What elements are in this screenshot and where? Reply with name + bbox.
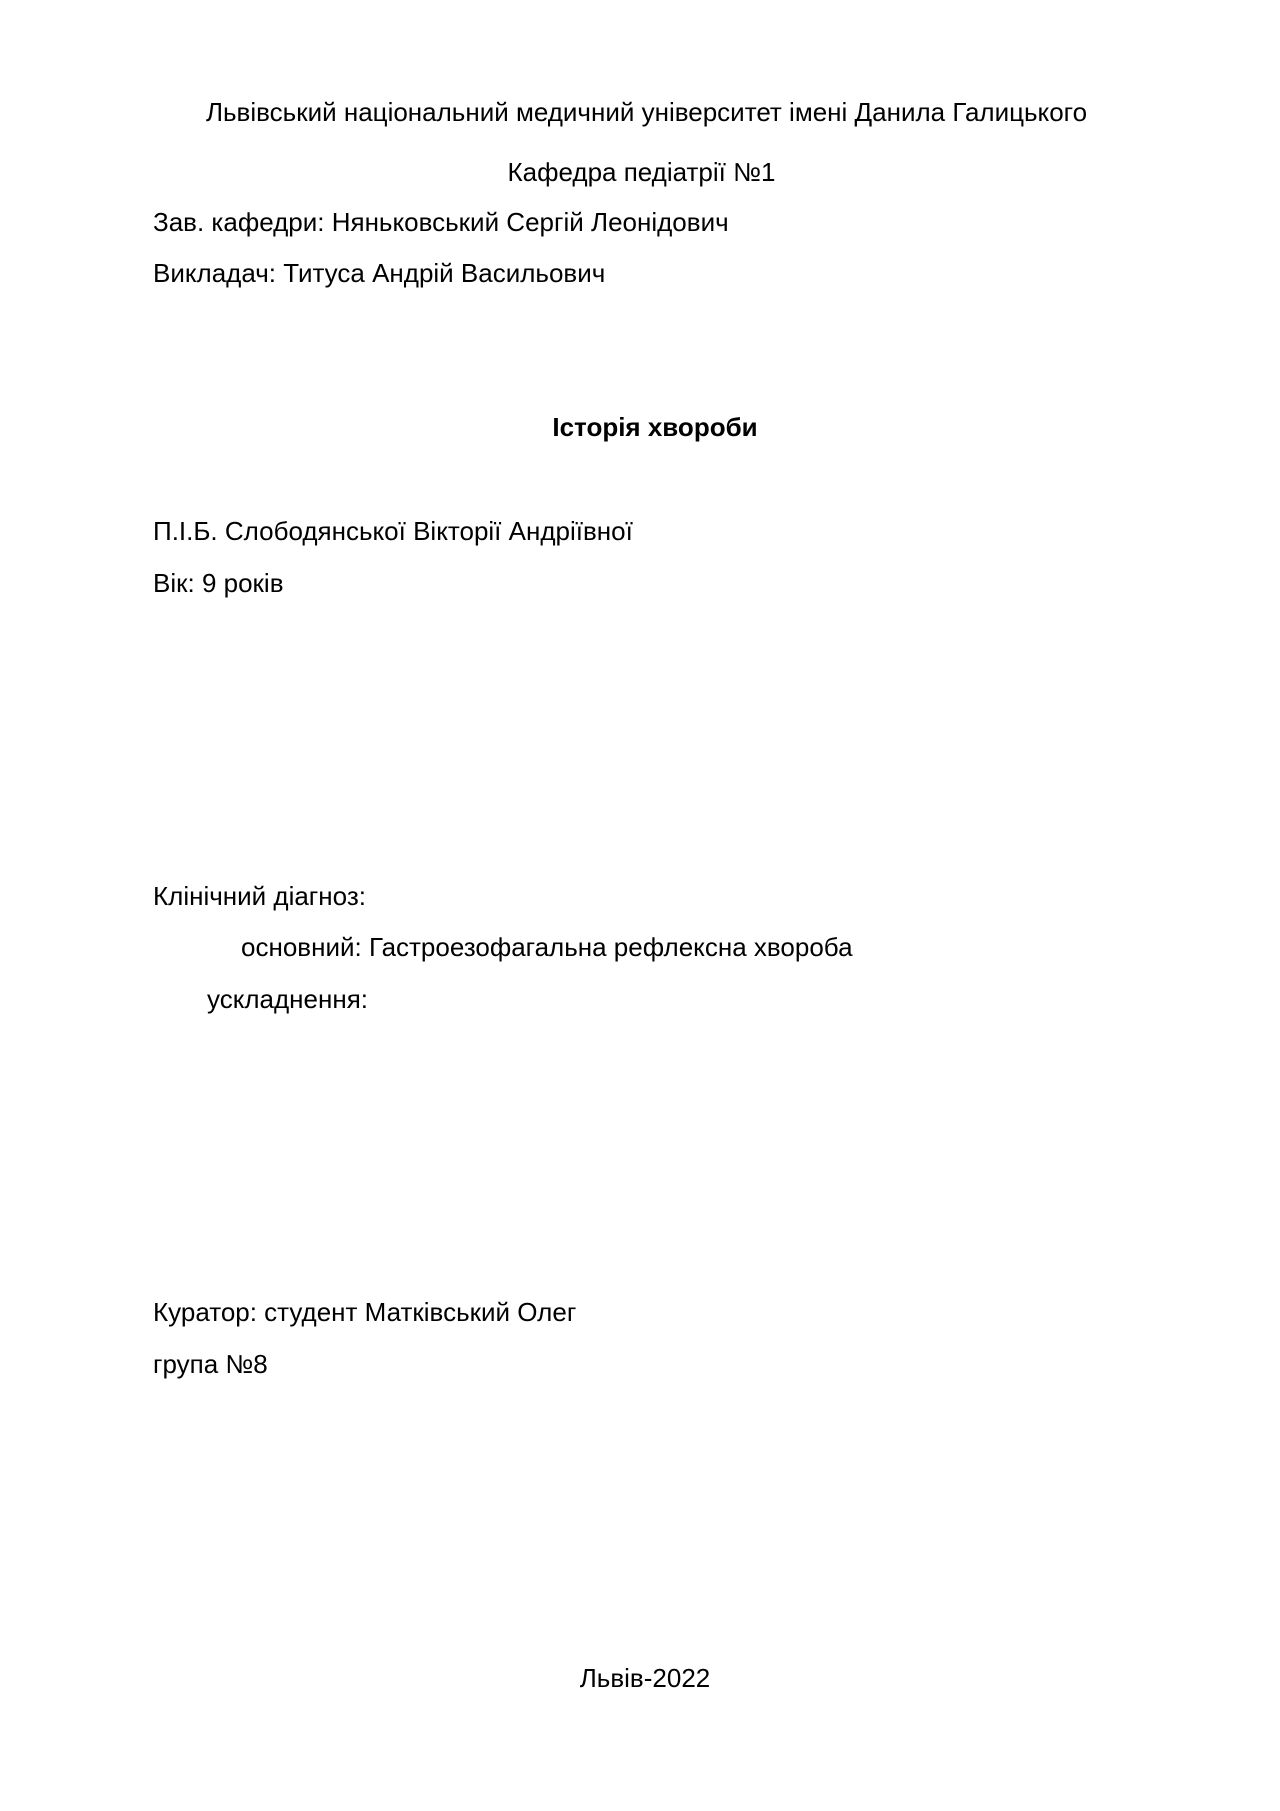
curator-name: Куратор: студент Матківський Олег xyxy=(153,1297,577,1327)
university-name: Львівський національний медичний університет імені Данила Галицького xyxy=(205,97,1088,127)
document-title: Історія хвороби xyxy=(552,412,758,442)
city-year: Львів-2022 xyxy=(579,1663,711,1693)
teacher: Викладач: Титуса Андрій Васильович xyxy=(153,258,606,288)
patient-age: Вік: 9 років xyxy=(153,568,284,598)
diagnosis-complications: ускладнення: xyxy=(207,984,369,1014)
diagnosis-main: основний: Гастроезофагальна рефлексна хвороба xyxy=(241,932,853,962)
curator-group: група №8 xyxy=(153,1349,268,1379)
diagnosis-label: Клінічний діагноз: xyxy=(153,881,366,911)
patient-name: П.І.Б. Слободянської Вікторії Андріївної xyxy=(153,516,633,546)
department-name: Кафедра педіатрії №1 xyxy=(507,157,776,187)
head-of-department: Зав. кафедри: Няньковський Сергій Леонідович xyxy=(153,207,729,237)
